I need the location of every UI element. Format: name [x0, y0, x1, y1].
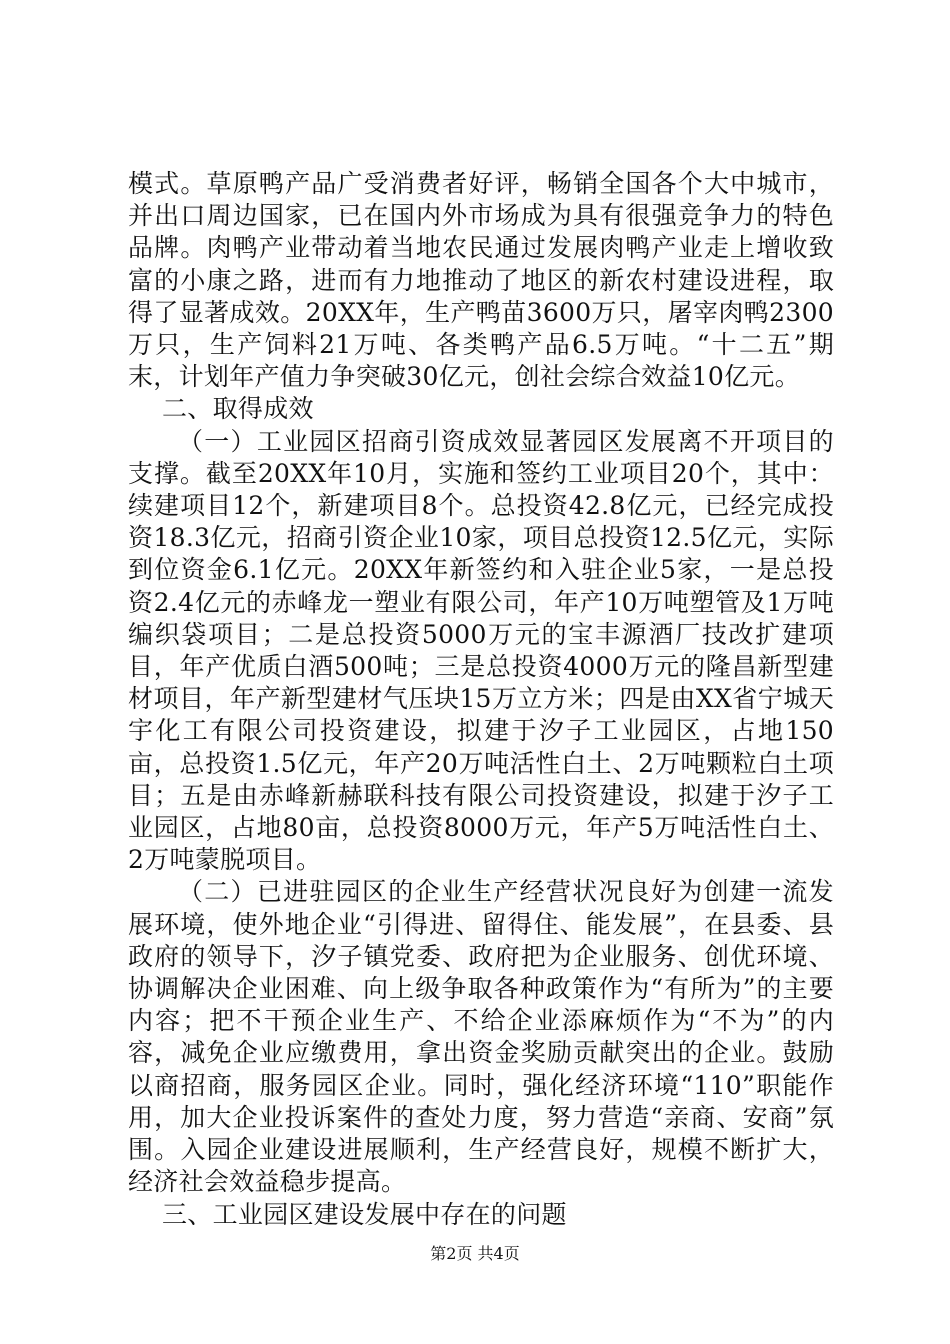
- section-heading-problems: 三、工业园区建设发展中存在的问题: [162, 1199, 567, 1229]
- paragraph-investment-results: （一）工业园区招商引资成效显著园区发展离不开项目的支撑。截至20XX年10月，实施和签约工业项目20个，其中：续建项目12个，新建项目8个。总投资42.8亿元，已经完成投资18.3亿元，招商引资企业10家，项目总投资12.5亿元，实际到位资金6.1亿元。20XX年新签约和入驻企业5家，一是总投资2.4亿元的赤峰龙一塑业有限公司，年产10万吨塑管及1万吨编织袋项目；二是总投资5000万元的宝丰源酒厂技改扩建项目，年产优质白酒500吨；三是总投资4000万元的隆昌新型建材项目，年产新型建材气压块15万立方米；四是由XX省宁城天宇化工有限公司投资建设，拟建于汐子工业园区，占地150亩，总投资1.5亿元，年产20万吨活性白土、2万吨颗粒白土项目；五是由赤峰新赫联科技有限公司投资建设，拟建于汐子工业园区，占地80亩，总投资8000万元，年产5万吨活性白土、2万吨蒙脱项目。: [128, 426, 834, 875]
- section-heading-achievements: 二、取得成效: [162, 394, 314, 424]
- document-body: [128, 168, 834, 1231]
- paragraph-industry-summary: 模式。草原鸭产品广受消费者好评，畅销全国各个大中城市，并出口周边国家，已在国内外市场成为具有很强竞争力的特色品牌。肉鸭产业带动着当地农民通过发展肉鸭产业走上增收致富的小康之路，进而有力地推动了地区的新农村建设进程，取得了显著成效。20XX年，生产鸭苗3600万只，屠宰肉鸭2300万只，生产饲料21万吨、各类鸭产品6.5万吨。“十二五”期末，计划年产值力争突破30亿元，创社会综合效益10亿元。: [128, 169, 834, 392]
- paragraph-enterprise-operations: （二）已进驻园区的企业生产经营状况良好为创建一流发展环境，使外地企业“引得进、留得住、能发展”，在县委、县政府的领导下，汐子镇党委、政府把为企业服务、创优环境、协调解决企业困难、向上级争取各种政策作为“有所为”的主要内容；把不干预企业生产、不给企业添麻烦作为“不为”的内容，减免企业应缴费用，拿出资金奖励贡献突出的企业。鼓励以商招商，服务园区企业。同时，强化经济环境“110”职能作用，加大企业投诉案件的查处力度，努力营造“亲商、安商”氛围。入园企业建设进展顺利，生产经营良好，规模不断扩大，经济社会效益稳步提高。: [128, 877, 834, 1197]
- page-number-footer: 第2页 共4页: [430, 1244, 520, 1263]
